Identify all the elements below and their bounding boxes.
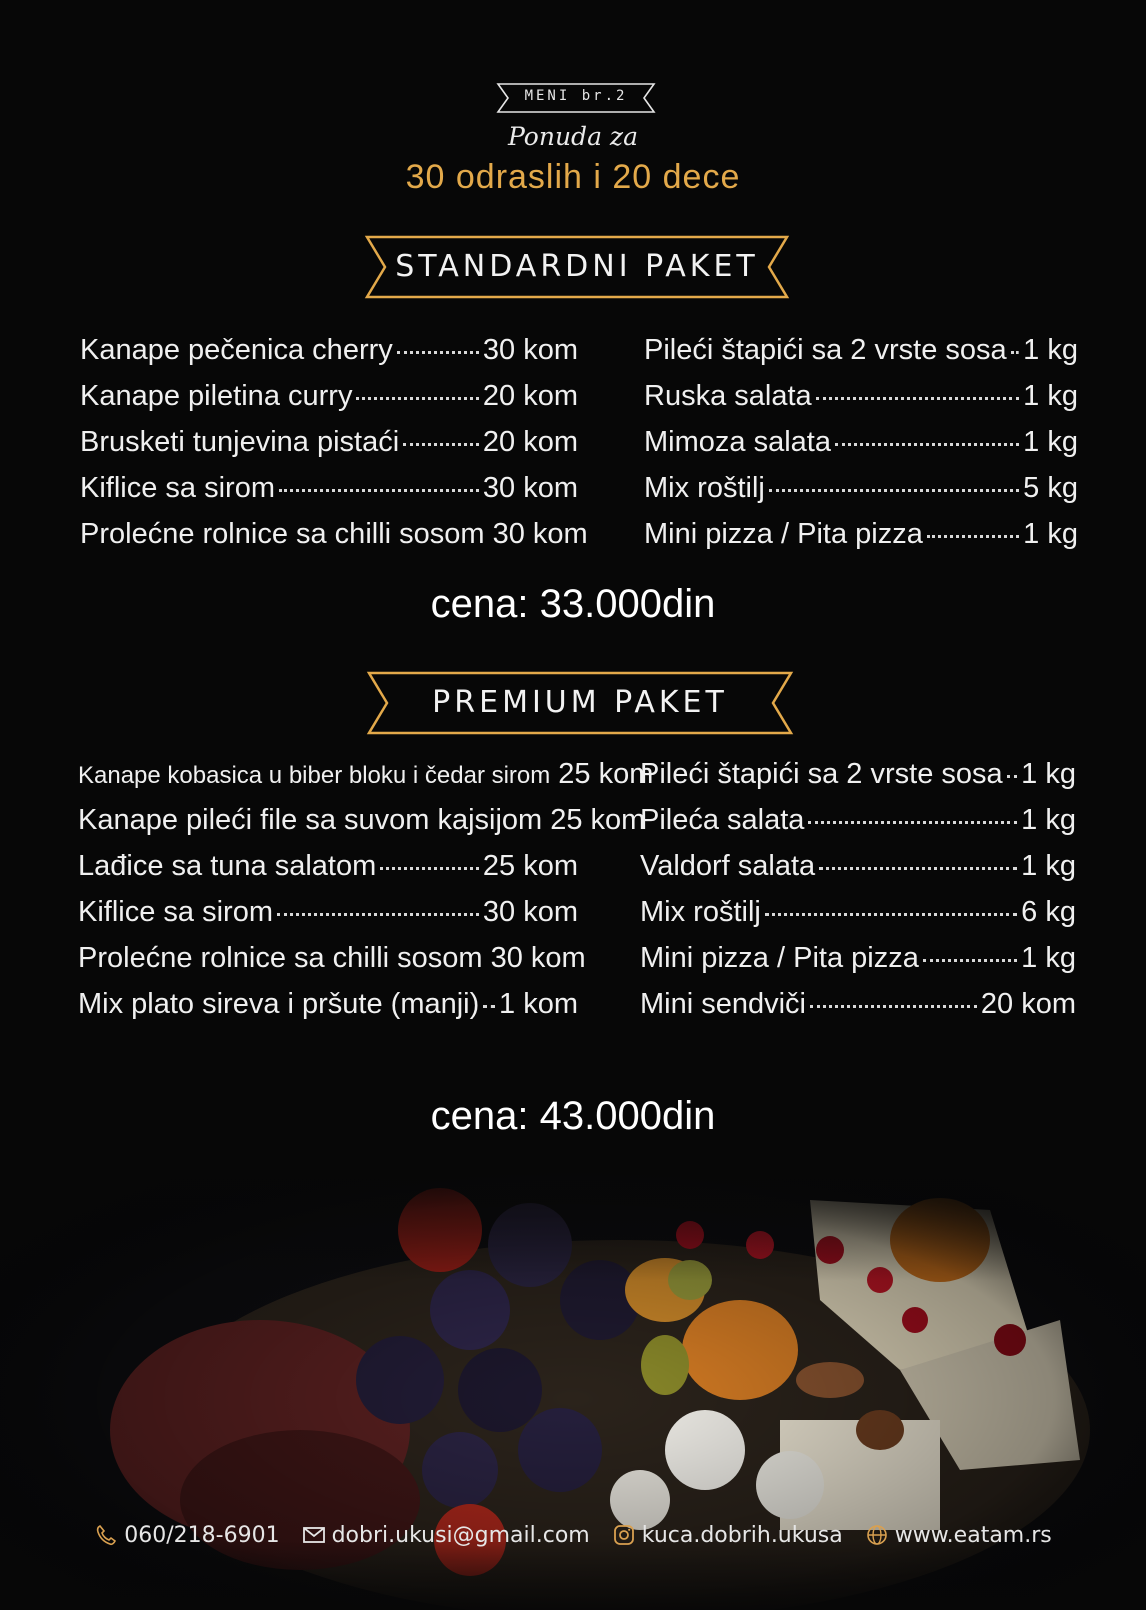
menu-item-row <box>640 850 1076 896</box>
menu-item-quantity: 25 kom <box>482 850 578 882</box>
menu-item-row <box>78 988 578 1034</box>
menu-item-row <box>78 758 654 804</box>
menu-item-name: Pileća salata <box>640 804 805 836</box>
dot-leader <box>819 866 1017 870</box>
premium-right-list <box>640 758 1076 1034</box>
menu-item-name: Kanape kobasica u biber bloku i čedar sirom <box>78 762 551 789</box>
menu-item-quantity: 5 kg <box>1023 472 1078 504</box>
menu-item-name: Lađice sa tuna salatom <box>78 850 377 882</box>
premium-package-banner <box>366 670 794 736</box>
menu-item-row <box>80 426 578 472</box>
menu-item-quantity: 20 kom <box>482 380 578 412</box>
menu-item-quantity: 1 kom <box>499 988 578 1020</box>
menu-item-name: Kiflice sa sirom <box>78 896 273 928</box>
offer-audience: 30 odraslih i 20 dece <box>405 158 741 196</box>
menu-item-name: Kanape piletina curry <box>80 380 353 412</box>
dot-leader <box>279 488 479 492</box>
menu-item-name: Mini sendviči <box>640 988 806 1020</box>
dot-leader <box>380 866 479 870</box>
instagram-icon <box>612 1523 636 1547</box>
menu-item-quantity: 30 kom <box>482 334 578 366</box>
premium-package-title: PREMIUM PAKET <box>432 685 728 720</box>
website-url: www.eatam.rs <box>894 1522 1052 1548</box>
menu-item-quantity: 25 kom <box>558 758 654 790</box>
menu-item-quantity: 30 kom <box>492 518 588 550</box>
dot-leader <box>1007 774 1018 778</box>
dot-leader <box>483 1004 495 1008</box>
menu-item-row <box>640 758 1076 804</box>
menu-item-row <box>644 518 1078 564</box>
menu-item-row <box>78 850 578 896</box>
menu-item-name: Mix plato sireva i pršute (manji) <box>78 988 480 1020</box>
menu-item-name: Brusketi tunjevina pistaći <box>80 426 400 458</box>
menu-item-name: Pileći štapići sa 2 vrste sosa <box>640 758 1003 790</box>
dot-leader <box>397 350 479 354</box>
menu-item-name: Mix roštilj <box>640 896 761 928</box>
instagram-handle: kuca.dobrih.ukusa <box>641 1522 843 1548</box>
menu-item-quantity: 1 kg <box>1021 804 1076 836</box>
premium-left-list <box>78 758 654 1034</box>
standard-price: cena: 33.000din <box>430 582 716 626</box>
menu-item-name: Prolećne rolnice sa chilli sosom <box>80 518 485 550</box>
menu-item-row <box>640 804 1076 850</box>
menu-item-quantity: 1 kg <box>1021 850 1076 882</box>
dot-leader <box>927 534 1019 538</box>
premium-price: cena: 43.000din <box>430 1094 716 1138</box>
email-contact[interactable] <box>302 1523 590 1548</box>
menu-item-quantity: 30 kom <box>482 472 578 504</box>
menu-item-name: Kiflice sa sirom <box>80 472 275 504</box>
website-contact[interactable] <box>865 1523 1052 1548</box>
menu-item-name: Pileći štapići sa 2 vrste sosa <box>644 334 1007 366</box>
dot-leader <box>356 396 478 400</box>
dot-leader <box>765 912 1017 916</box>
menu-item-row <box>80 380 578 426</box>
menu-item-row <box>80 518 588 564</box>
menu-item-name: Mix roštilj <box>644 472 765 504</box>
dot-leader <box>1011 350 1020 354</box>
dot-leader <box>835 442 1019 446</box>
menu-item-row <box>644 380 1078 426</box>
standard-left-list <box>80 334 588 564</box>
standard-right-list <box>644 334 1078 564</box>
menu-item-row <box>80 334 578 380</box>
menu-item-quantity: 1 kg <box>1023 380 1078 412</box>
menu-item-row <box>644 472 1078 518</box>
instagram-contact[interactable] <box>612 1523 843 1548</box>
menu-item-name: Prolećne rolnice sa chilli sosom <box>78 942 483 974</box>
offer-subtitle: Ponuda za <box>508 122 638 151</box>
menu-item-quantity: 30 kom <box>482 896 578 928</box>
phone-icon <box>94 1523 118 1547</box>
globe-icon <box>865 1523 889 1547</box>
menu-number-badge <box>496 82 656 114</box>
menu-item-name: Ruska salata <box>644 380 812 412</box>
menu-item-quantity: 20 kom <box>980 988 1076 1020</box>
menu-item-row <box>640 896 1076 942</box>
menu-item-name: Mini pizza / Pita pizza <box>644 518 923 550</box>
menu-number-label: MENI br.2 <box>524 88 628 104</box>
standard-package-title: STANDARDNI PAKET <box>395 249 759 284</box>
menu-item-quantity: 1 kg <box>1023 518 1078 550</box>
email-address: dobri.ukusi@gmail.com <box>331 1522 590 1548</box>
menu-item-name: Kanape pečenica cherry <box>80 334 393 366</box>
menu-item-quantity: 1 kg <box>1023 426 1078 458</box>
standard-package-banner <box>364 234 790 300</box>
menu-item-row <box>644 334 1078 380</box>
dot-leader <box>816 396 1020 400</box>
phone-number: 060/218-6901 <box>124 1522 280 1548</box>
menu-item-row <box>640 942 1076 988</box>
menu-item-row <box>80 472 578 518</box>
menu-item-row <box>78 896 578 942</box>
menu-item-name: Mimoza salata <box>644 426 831 458</box>
dot-leader <box>810 1004 977 1008</box>
menu-item-quantity: 25 kom <box>550 804 646 836</box>
envelope-icon <box>302 1523 326 1547</box>
dot-leader <box>808 820 1017 824</box>
menu-item-name: Kanape pileći file sa suvom kajsijom <box>78 804 543 836</box>
menu-item-row <box>644 426 1078 472</box>
dot-leader <box>923 958 1017 962</box>
menu-item-quantity: 6 kg <box>1021 896 1076 928</box>
menu-item-quantity: 1 kg <box>1021 942 1076 974</box>
menu-item-row <box>78 804 646 850</box>
menu-item-name: Mini pizza / Pita pizza <box>640 942 919 974</box>
menu-item-row <box>78 942 586 988</box>
phone-contact[interactable] <box>94 1523 279 1548</box>
menu-item-quantity: 20 kom <box>482 426 578 458</box>
dot-leader <box>277 912 479 916</box>
menu-item-row <box>640 988 1076 1034</box>
dot-leader <box>769 488 1019 492</box>
contact-footer <box>0 1515 1146 1555</box>
menu-item-quantity: 1 kg <box>1023 334 1078 366</box>
menu-item-quantity: 30 kom <box>490 942 586 974</box>
menu-item-quantity: 1 kg <box>1021 758 1076 790</box>
dot-leader <box>403 442 479 446</box>
menu-item-name: Valdorf salata <box>640 850 816 882</box>
